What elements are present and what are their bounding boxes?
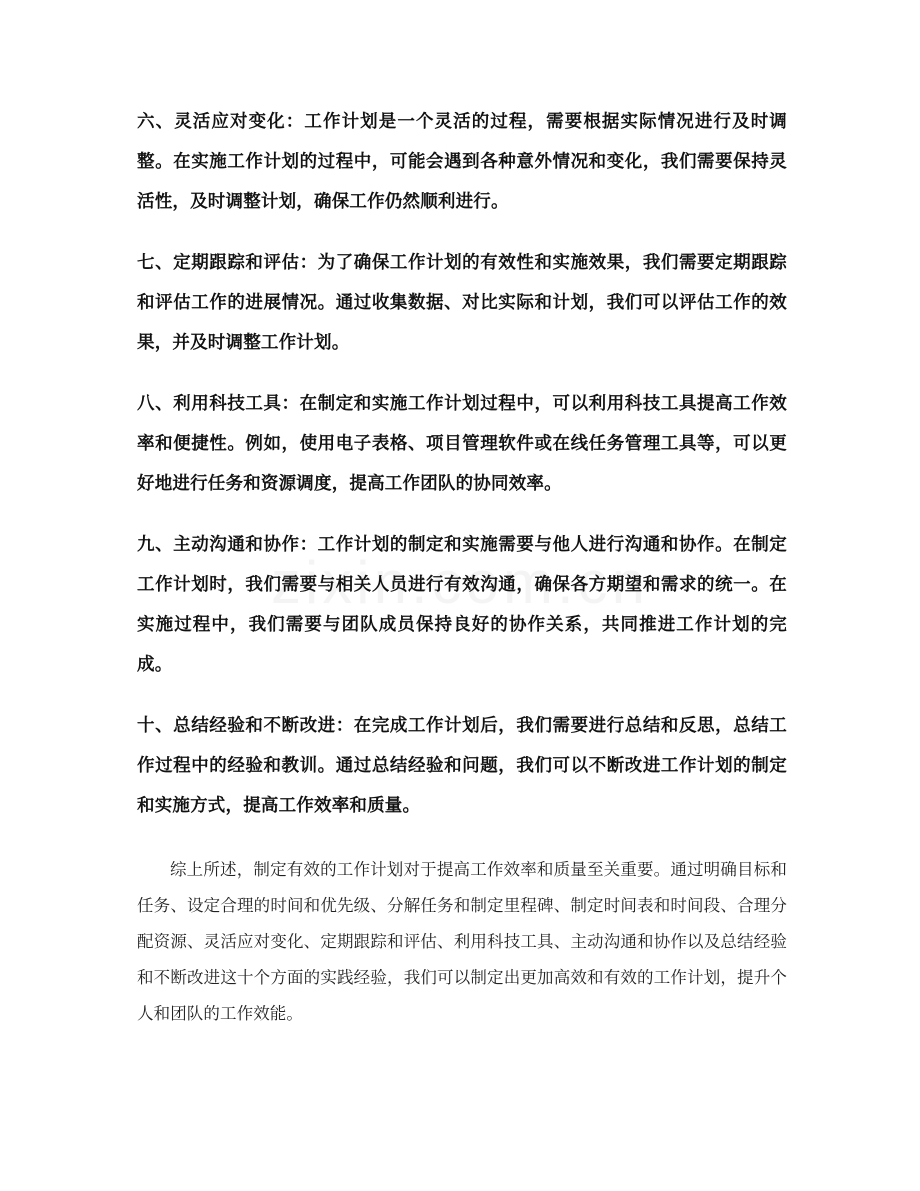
section-9-paragraph: 九、主动沟通和协作：工作计划的制定和实施需要与他人进行沟通和协作。在制定工作计划时，我们需要与相关人员进行有效沟通，确保各方期望和需求的统一。在实施过程中，我们需要与团队成员保持良好的协作关系，共同推进工作计划的完成。 [137, 535, 787, 675]
section-7-paragraph: 七、定期跟踪和评估：为了确保工作计划的有效性和实施效果，我们需要定期跟踪和评估工作的进展情况。通过收集数据、对比实际和计划，我们可以评估工作的效果，并及时调整工作计划。 [137, 253, 787, 353]
conclusion-paragraph: 综上所述，制定有效的工作计划对于提高工作效率和质量至关重要。通过明确目标和任务、设定合理的时间和优先级、分解任务和制定里程碑、制定时间表和时间段、合理分配资源、灵活应对变化、定期跟踪和评估、利用科技工具、主动沟通和协作以及总结经验和不断改进这十个方面的实践经验，我们可以制定出更加高效和有效的工作计划，提升个人和团队的工作效能。 [137, 860, 787, 1023]
section-8-paragraph: 八、利用科技工具：在制定和实施工作计划过程中，可以利用科技工具提高工作效率和便捷性。例如，使用电子表格、项目管理软件或在线任务管理工具等，可以更好地进行任务和资源调度，提高工作团队的协同效率。 [137, 394, 787, 494]
section-6-paragraph: 六、灵活应对变化：工作计划是一个灵活的过程，需要根据实际情况进行及时调整。在实施工作计划的过程中，可能会遇到各种意外情况和变化，我们需要保持灵活性，及时调整计划，确保工作仍然顺利进行。 [137, 112, 787, 212]
section-10-paragraph: 十、总结经验和不断改进：在完成工作计划后，我们需要进行总结和反思，总结工作过程中的经验和教训。通过总结经验和问题，我们可以不断改进工作计划的制定和实施方式，提高工作效率和质量。 [137, 716, 787, 816]
document-body [137, 102, 787, 1032]
